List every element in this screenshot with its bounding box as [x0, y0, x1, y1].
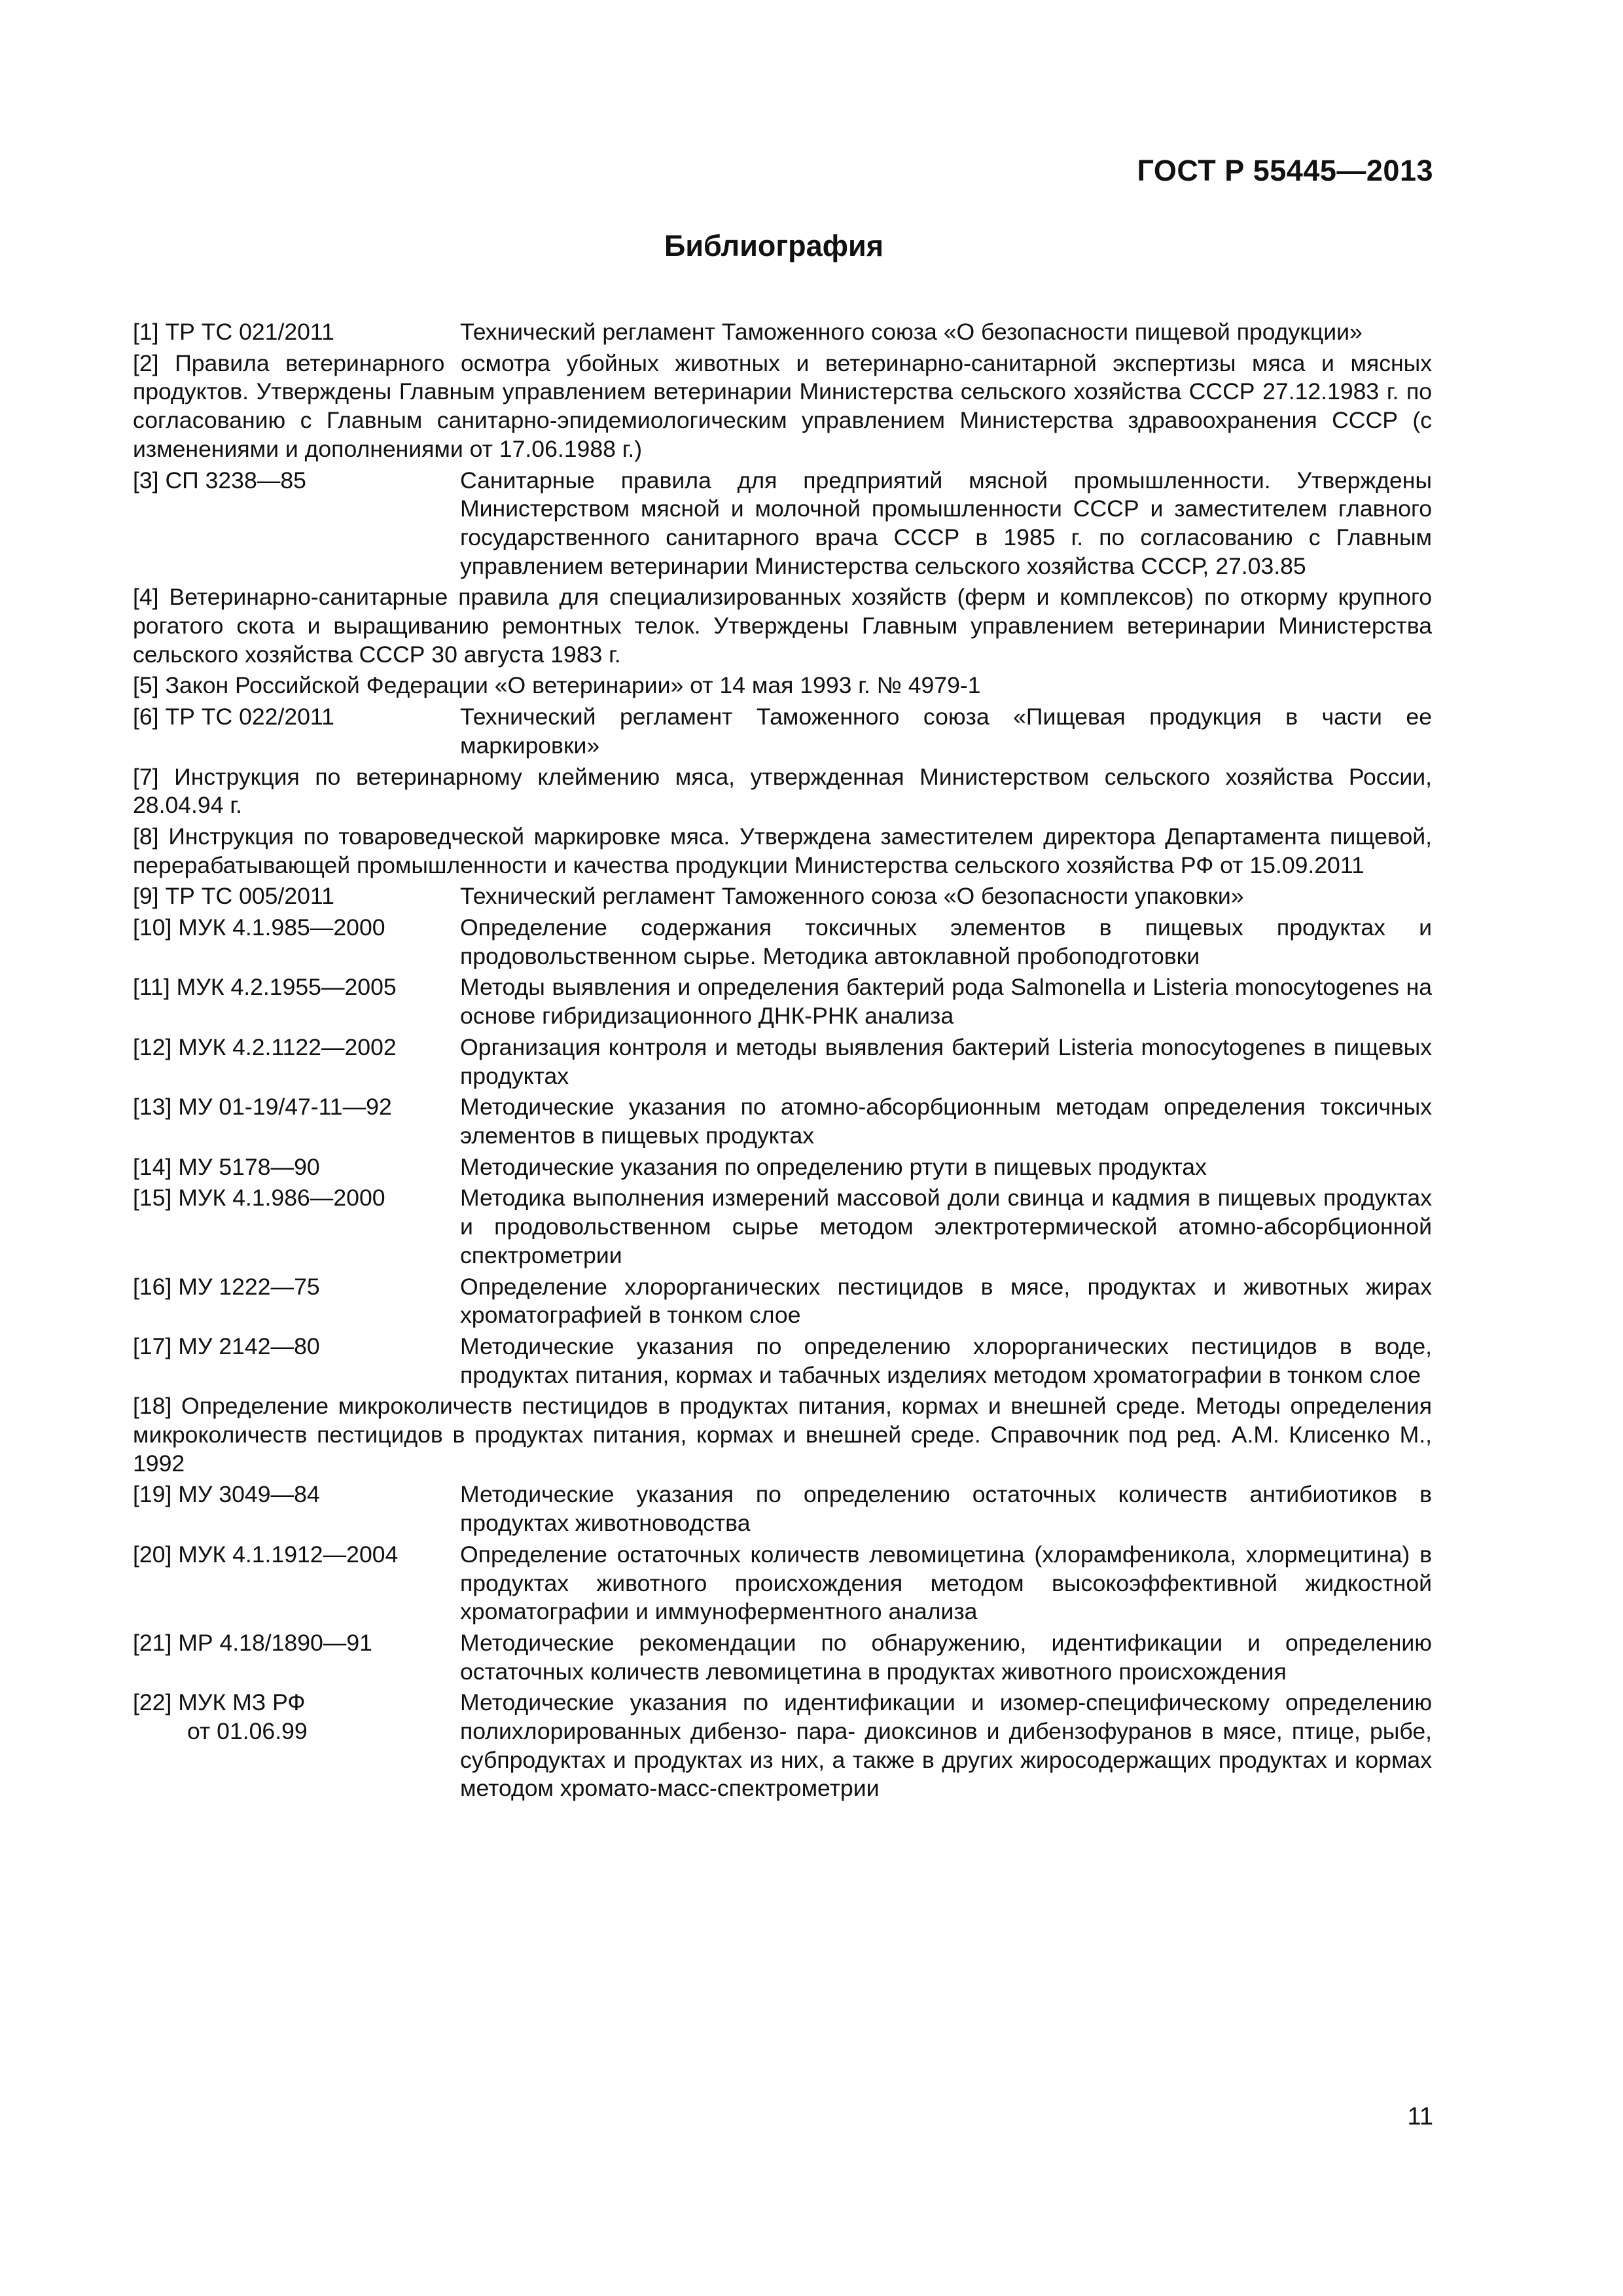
bibliography-entry-2	[133, 350, 1432, 464]
entry-code: ТР ТС 005/2011	[165, 883, 334, 910]
entry-code: МУ 3049—84	[178, 1481, 320, 1508]
entry-text: Методические указания по определению ртути в пищевых продуктах	[460, 1153, 1207, 1180]
entry-text: Ветеринарно-санитарные правила для специализированных хозяйств (ферм и комплексов) по откорму крупного рогатого скота и выращиванию ремонтных телок. Утверждены Главным управлением ветеринарии Министерства сельского хозяйства СССР 30 августа 1983 г.	[133, 584, 1432, 668]
entry-text: Методические указания по атомно-абсорбционным методам определения токсичных элементов в пищевых продуктах	[460, 1094, 1432, 1149]
entry-number: [4]	[133, 584, 159, 611]
bibliography-entry-3	[133, 467, 1432, 581]
bibliography-entry-20	[133, 1541, 1432, 1626]
entry-code: МУК 4.1.985—2000	[178, 914, 385, 941]
entry-text: Методика выполнения измерений массовой доли свинца и кадмия в пищевых продуктах и продовольственном сырье методом электротермической атомно-абсорбционной спектрометрии	[460, 1185, 1432, 1268]
entry-text: Организация контроля и методы выявления бактерий Listeria monocytogenes в пищевых продуктах	[460, 1033, 1432, 1089]
entry-number: [7]	[133, 763, 159, 790]
entry-text: Технический регламент Таможенного союза «О безопасности упаковки»	[460, 883, 1244, 910]
bibliography-entry-16	[133, 1273, 1432, 1330]
entry-text: Санитарные правила для предприятий мясной промышленности. Утверждены Министерством мясной и молочной промышленности СССР и заместителем главного государственного санитарного врача СССР в 1985 г. по согласованию с Главным управлением ветеринарии Министерства сельского хозяйства СССР, 27.03.85	[460, 467, 1432, 579]
page-number: 11	[1407, 2103, 1433, 2130]
entry-text: Методические указания по определению хлорорганических пестицидов в воде, продуктах питания, кормах и табачных изделиях методом хроматографии в тонком слое	[460, 1333, 1432, 1388]
entry-text: Закон Российской Федерации «О ветеринарии» от 14 мая 1993 г. № 4979-1	[165, 672, 981, 699]
entry-code: МУ 5178—90	[178, 1153, 320, 1180]
entry-code: ТР ТС 022/2011	[165, 704, 334, 730]
entry-number: [10]	[133, 914, 172, 941]
bibliography-entry-11	[133, 973, 1432, 1030]
entry-code: СП 3238—85	[165, 467, 306, 493]
entry-number: [12]	[133, 1033, 172, 1060]
bibliography-entry-5	[133, 672, 1432, 700]
bibliography-entry-4	[133, 583, 1432, 669]
bibliography-entry-6	[133, 703, 1432, 760]
entry-text: Методические указания по идентификации и изомер-специфическому определению полихлорированных дибензо- пара- диоксинов и дибензофуранов в мясе, птице, рыбе, субпродуктах и продуктах из них, а также в других жиросодержащих продуктах и кормах методом хромато-масс-спектрометрии	[460, 1689, 1432, 1802]
bibliography-entry-9	[133, 882, 1432, 911]
bibliography-entry-8	[133, 823, 1432, 880]
bibliography-entry-22	[133, 1689, 1432, 1803]
entry-number: [14]	[133, 1153, 172, 1180]
entry-number: [20]	[133, 1541, 172, 1568]
entry-text: Инструкция по ветеринарному клеймению мяса, утвержденная Министерством сельского хозяйства России, 28.04.94 г.	[133, 763, 1432, 819]
entry-code: МУ 2142—80	[178, 1333, 320, 1359]
entry-number: [13]	[133, 1094, 172, 1121]
entry-number: [21]	[133, 1629, 172, 1656]
entry-text: Технический регламент Таможенного союза «О безопасности пищевой продукции»	[460, 319, 1363, 345]
entry-number: [2]	[133, 350, 159, 376]
entry-number: [22]	[133, 1689, 172, 1716]
bibliography-entry-1	[133, 318, 1432, 347]
entry-code: МУК 4.1.1912—2004	[178, 1541, 399, 1568]
entry-text: Методы выявления и определения бактерий рода Salmonella и Listeria monocytogenes на основе гибридизационного ДНК-РНК анализа	[460, 974, 1432, 1030]
bibliography-entry-14	[133, 1153, 1432, 1182]
bibliography-entry-7	[133, 763, 1432, 820]
entry-number: [19]	[133, 1481, 172, 1508]
bibliography-entry-12	[133, 1033, 1432, 1090]
entry-text: Определение хлорорганических пестицидов в мясе, продуктах и животных жирах хроматографией в тонком слое	[460, 1273, 1432, 1329]
entry-code: МУК 4.2.1122—2002	[178, 1033, 397, 1060]
bibliography-entry-17	[133, 1333, 1432, 1390]
entry-text: Определение микроколичеств пестицидов в продуктах питания, кормах и внешней среде. Методы определения микроколичеств пестицидов в продуктах питания, кормах и внешней среде. Справочник под ред. А.М. Клисенко М., 1992	[133, 1393, 1433, 1477]
entry-code: МУК 4.1.986—2000	[178, 1185, 385, 1211]
bibliography-entry-18	[133, 1392, 1432, 1478]
entry-text: Определение содержания токсичных элементов в пищевых продуктах и продовольственном сырье. Методика автоклавной пробоподготовки	[460, 914, 1432, 969]
entry-number: [8]	[133, 823, 159, 850]
entry-number: [1]	[133, 319, 159, 345]
entry-number: [5]	[133, 672, 159, 699]
entry-code: МУК 4.2.1955—2005	[176, 974, 397, 1001]
entry-number: [11]	[133, 974, 170, 1001]
entry-code: МУ 1222—75	[178, 1273, 320, 1300]
entry-text: Правила ветеринарного осмотра убойных животных и ветеринарно-санитарной экспертизы мяса и мясных продуктов. Утверждены Главным управлением ветеринарии Министерства сельского хозяйства СССР 27.12.1983 г. по согласованию с Главным санитарно-эпидемиологическим управлением Министерства здравоохранения СССР (с изменениями и дополнениями от 17.06.1988 г.)	[133, 350, 1432, 462]
entry-code: ТР ТС 021/2011	[165, 319, 334, 345]
document-designation: ГОСТ Р 55445—2013	[1137, 154, 1433, 187]
entry-text: Методические рекомендации по обнаружению, идентификации и определению остаточных количеств левомицетина в продуктах животного происхождения	[460, 1629, 1432, 1685]
entry-number: [17]	[133, 1333, 172, 1359]
entry-text: Определение остаточных количеств левомицетина (хлорамфеникола, хлормецитина) в продуктах животного происхождения методом высокоэффективной жидкостной хроматографии и иммуноферментного анализа	[460, 1541, 1432, 1625]
entry-number: [3]	[133, 467, 159, 493]
entry-code: МУ 01-19/47-11—92	[178, 1094, 392, 1121]
bibliography-entry-19	[133, 1480, 1432, 1537]
entry-number: [6]	[133, 704, 159, 730]
entry-text: Методические указания по определению остаточных количеств антибиотиков в продуктах животноводства	[460, 1481, 1432, 1537]
bibliography-entry-15	[133, 1184, 1432, 1270]
entry-code-date: от 01.06.99	[187, 1718, 308, 1745]
entry-code: МР 4.18/1890—91	[178, 1629, 372, 1656]
entry-number: [16]	[133, 1273, 172, 1300]
entry-number: [15]	[133, 1185, 172, 1211]
entry-number: [9]	[133, 883, 159, 910]
bibliography-list	[133, 318, 1432, 1806]
entry-code: МУК МЗ РФ	[178, 1689, 306, 1716]
entry-text: Инструкция по товароведческой маркировке мяса. Утверждена заместителем директора Департамента пищевой, перерабатывающей промышленности и качества продукции Министерства сельского хозяйства РФ от 15.09.2011	[133, 823, 1433, 878]
entry-number: [18]	[133, 1393, 172, 1420]
bibliography-entry-13	[133, 1093, 1432, 1150]
page-title: Библиография	[664, 229, 883, 262]
entry-text: Технический регламент Таможенного союза «Пищевая продукция в части ее маркировки»	[460, 704, 1432, 759]
bibliography-entry-10	[133, 914, 1432, 971]
bibliography-entry-21	[133, 1629, 1432, 1686]
